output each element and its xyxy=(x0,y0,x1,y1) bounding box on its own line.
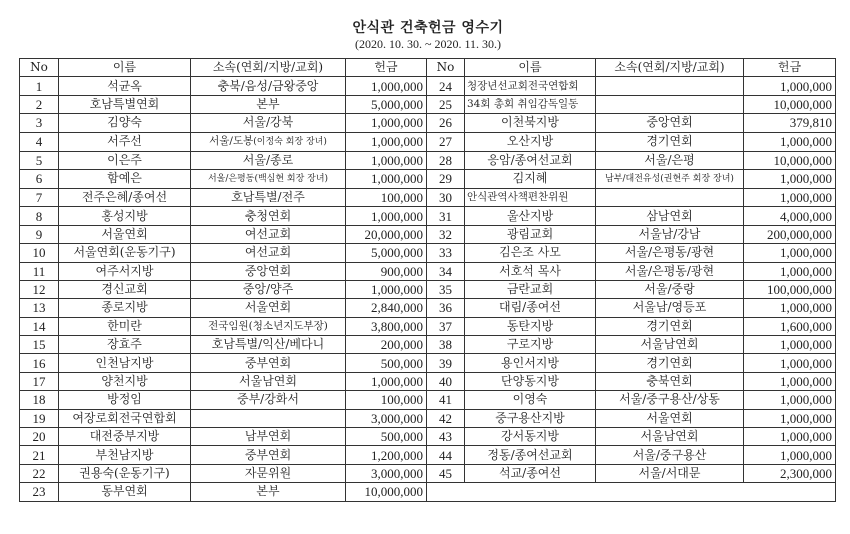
table-row xyxy=(20,280,836,298)
row-number: 36 xyxy=(427,299,465,317)
affiliation xyxy=(596,391,744,409)
row-number: 23 xyxy=(20,483,59,501)
amount: 3,000,000 xyxy=(346,464,427,482)
donor-name: 강서동지방 xyxy=(465,428,596,446)
amount: 1,000,000 xyxy=(744,244,836,262)
affiliation-text: 중부연회 xyxy=(244,447,292,462)
table-row xyxy=(20,95,836,113)
affiliation xyxy=(596,132,744,151)
affiliation xyxy=(596,95,744,113)
donor-name: 청장년선교회전국연합회 xyxy=(465,77,596,95)
table-row xyxy=(20,409,836,427)
affiliation-note: (이정숙 회장 장녀) xyxy=(253,136,327,147)
row-number: 15 xyxy=(20,336,59,354)
row-number: 39 xyxy=(427,354,465,372)
donor-name: 전주은혜/종여선 xyxy=(59,188,191,206)
donor-name: 여장로회전국연합회 xyxy=(59,409,191,427)
affiliation-text: 여선교회 xyxy=(244,226,292,241)
row-number: 27 xyxy=(427,132,465,151)
header-affiliation: 소속(연회/지방/교회) xyxy=(596,59,744,77)
row-number: 11 xyxy=(20,262,59,280)
affiliation-text: 본부 xyxy=(256,96,280,111)
amount: 1,000,000 xyxy=(744,446,836,464)
amount: 1,000,000 xyxy=(744,428,836,446)
table-row xyxy=(20,464,836,482)
amount: 1,000,000 xyxy=(744,262,836,280)
affiliation-text: 서울/은평 xyxy=(644,152,695,167)
row-number: 16 xyxy=(20,354,59,372)
table-row xyxy=(20,483,836,501)
affiliation xyxy=(596,464,744,482)
affiliation-text: 충북/음성/금왕중앙 xyxy=(217,78,319,93)
row-number: 34 xyxy=(427,262,465,280)
amount: 1,000,000 xyxy=(744,391,836,409)
donor-name: 석교/종여선 xyxy=(465,464,596,482)
affiliation-text: 서울남연회 xyxy=(640,429,699,444)
affiliation xyxy=(191,317,346,335)
affiliation xyxy=(191,132,346,151)
affiliation xyxy=(191,280,346,298)
affiliation xyxy=(191,428,346,446)
amount: 10,000,000 xyxy=(744,151,836,169)
affiliation xyxy=(596,372,744,390)
amount: 3,800,000 xyxy=(346,317,427,335)
affiliation xyxy=(191,372,346,390)
row-number: 19 xyxy=(20,409,59,427)
amount: 1,000,000 xyxy=(744,169,836,188)
affiliation-note: 남부/대전유성(권현주 회장 장녀) xyxy=(605,173,734,184)
affiliation-text: 본부 xyxy=(256,484,280,499)
donor-name: 경신교회 xyxy=(59,280,191,298)
donor-name: 용인서지방 xyxy=(465,354,596,372)
table-row xyxy=(20,446,836,464)
document-period: (2020. 10. 30. ~ 2020. 11. 30.) xyxy=(354,37,502,51)
affiliation-text: 중앙연회 xyxy=(646,115,693,130)
table-row xyxy=(20,299,836,317)
amount: 1,000,000 xyxy=(346,169,427,188)
amount: 1,000,000 xyxy=(744,409,836,427)
donor-name: 서주선 xyxy=(59,132,191,151)
affiliation-text: 경기연회 xyxy=(646,318,693,333)
table-row xyxy=(20,244,836,262)
amount: 5,000,000 xyxy=(346,244,427,262)
row-number: 35 xyxy=(427,280,465,298)
affiliation xyxy=(191,244,346,262)
row-number: 26 xyxy=(427,114,465,132)
row-number: 12 xyxy=(20,280,59,298)
amount: 1,000,000 xyxy=(744,354,836,372)
amount: 1,000,000 xyxy=(346,151,427,169)
row-number: 21 xyxy=(20,446,59,464)
amount: 1,000,000 xyxy=(346,280,427,298)
amount: 1,600,000 xyxy=(744,317,836,335)
affiliation-text: 중부연회 xyxy=(244,355,292,370)
amount: 1,000,000 xyxy=(346,207,427,225)
amount: 1,200,000 xyxy=(346,446,427,464)
row-number: 32 xyxy=(427,225,465,243)
affiliation-text: 서울/종로 xyxy=(242,152,294,167)
affiliation-text: 서울/강북 xyxy=(242,115,294,130)
affiliation xyxy=(191,151,346,169)
affiliation-text: 서울/중랑 xyxy=(644,282,695,297)
table-row xyxy=(20,132,836,151)
amount: 1,000,000 xyxy=(744,299,836,317)
row-number: 1 xyxy=(20,77,59,95)
affiliation xyxy=(191,262,346,280)
affiliation-text: 서울남/영등포 xyxy=(632,300,707,315)
affiliation-text: 서울남연회 xyxy=(640,337,699,352)
affiliation-text: 호남특별/익산/베다니 xyxy=(211,337,325,352)
amount: 5,000,000 xyxy=(346,95,427,113)
affiliation xyxy=(596,299,744,317)
amount: 900,000 xyxy=(346,262,427,280)
donor-name: 김지혜 xyxy=(465,169,596,188)
amount: 100,000,000 xyxy=(744,280,836,298)
donor-name: 함예은 xyxy=(59,169,191,188)
donor-name: 서호석 목사 xyxy=(465,262,596,280)
row-number: 24 xyxy=(427,77,465,95)
amount: 379,810 xyxy=(744,114,836,132)
donor-name: 장효주 xyxy=(59,336,191,354)
row-number: 20 xyxy=(20,428,59,446)
table-row xyxy=(20,317,836,335)
donor-name: 안식관역사책편찬위원 xyxy=(465,188,596,206)
affiliation-text: 여선교회 xyxy=(244,245,292,260)
amount: 200,000 xyxy=(346,336,427,354)
row-number: 22 xyxy=(20,464,59,482)
table-row xyxy=(20,225,836,243)
affiliation xyxy=(596,188,744,206)
amount: 1,000,000 xyxy=(346,114,427,132)
affiliation-text: 중앙연회 xyxy=(244,263,292,278)
table-row xyxy=(20,391,836,409)
donor-name: 구로지방 xyxy=(465,336,596,354)
donor-name: 서울연회(운동기구) xyxy=(59,244,191,262)
affiliation xyxy=(191,77,346,95)
affiliation xyxy=(596,169,744,188)
affiliation xyxy=(191,299,346,317)
affiliation xyxy=(191,95,346,113)
affiliation-text: 중부/강화서 xyxy=(236,392,299,407)
affiliation xyxy=(596,262,744,280)
affiliation xyxy=(596,446,744,464)
donor-name: 홍성지방 xyxy=(59,207,191,225)
affiliation xyxy=(596,336,744,354)
donor-name: 광림교회 xyxy=(465,225,596,243)
affiliation xyxy=(191,446,346,464)
affiliation xyxy=(191,225,346,243)
affiliation-text: 서울연회 xyxy=(244,300,292,315)
affiliation xyxy=(596,280,744,298)
row-number: 17 xyxy=(20,372,59,390)
affiliation xyxy=(191,409,346,427)
donor-name: 여주서지방 xyxy=(59,262,191,280)
table-row xyxy=(20,151,836,169)
header-name: 이름 xyxy=(465,59,596,77)
donor-name: 양천지방 xyxy=(59,372,191,390)
affiliation xyxy=(191,464,346,482)
donor-name: 단양동지방 xyxy=(465,372,596,390)
row-number: 2 xyxy=(20,95,59,113)
amount: 500,000 xyxy=(346,428,427,446)
affiliation-text: 충청연회 xyxy=(244,208,292,223)
document-title: 안식관 건축헌금 영수기 xyxy=(352,20,504,36)
table-row xyxy=(20,169,836,188)
donor-name: 한미란 xyxy=(59,317,191,335)
affiliation-text: 충북연회 xyxy=(646,374,693,389)
donor-name: 대림/종여선 xyxy=(465,299,596,317)
row-number: 28 xyxy=(427,151,465,169)
affiliation xyxy=(191,207,346,225)
donor-name: 이은주 xyxy=(59,151,191,169)
table-row xyxy=(20,262,836,280)
affiliation-text: 삼남연회 xyxy=(646,208,693,223)
amount: 10,000,000 xyxy=(346,483,427,501)
amount: 1,000,000 xyxy=(346,372,427,390)
donor-name: 종로지방 xyxy=(59,299,191,317)
header-amount: 헌금 xyxy=(744,59,836,77)
affiliation-text: 서울/은평동/광현 xyxy=(624,263,715,278)
donor-name: 서울연회 xyxy=(59,225,191,243)
row-number: 44 xyxy=(427,446,465,464)
amount: 1,000,000 xyxy=(744,77,836,95)
row-number: 13 xyxy=(20,299,59,317)
affiliation xyxy=(596,151,744,169)
affiliation xyxy=(596,77,744,95)
row-number: 7 xyxy=(20,188,59,206)
amount: 2,300,000 xyxy=(744,464,836,482)
affiliation-text: 서울남/강남 xyxy=(638,226,701,241)
donor-name: 인천남지방 xyxy=(59,354,191,372)
row-number: 42 xyxy=(427,409,465,427)
table-row xyxy=(20,336,836,354)
row-number: 9 xyxy=(20,225,59,243)
row-number: 33 xyxy=(427,244,465,262)
table-row xyxy=(20,428,836,446)
header-name: 이름 xyxy=(59,59,191,77)
donor-name: 권용숙(운동기구) xyxy=(59,464,191,482)
affiliation xyxy=(596,207,744,225)
row-number: 45 xyxy=(427,464,465,482)
amount: 1,000,000 xyxy=(744,188,836,206)
donor-name: 이천북지방 xyxy=(465,114,596,132)
amount: 200,000,000 xyxy=(744,225,836,243)
affiliation xyxy=(596,317,744,335)
affiliation-text: 서울/은평동/광현 xyxy=(624,245,715,260)
donor-name: 응암/종여선교회 xyxy=(465,151,596,169)
affiliation-text: 경기연회 xyxy=(646,355,693,370)
affiliation-text: 호남특별/전주 xyxy=(231,190,305,205)
amount: 10,000,000 xyxy=(744,95,836,113)
amount: 2,840,000 xyxy=(346,299,427,317)
amount: 4,000,000 xyxy=(744,207,836,225)
table-row xyxy=(20,188,836,206)
row-number: 3 xyxy=(20,114,59,132)
row-number: 25 xyxy=(427,95,465,113)
amount: 1,000,000 xyxy=(744,132,836,151)
affiliation xyxy=(191,169,346,188)
header-no: No xyxy=(20,59,59,77)
row-number: 41 xyxy=(427,391,465,409)
row-number: 6 xyxy=(20,169,59,188)
affiliation-text: 서울연회 xyxy=(646,410,693,425)
donation-table xyxy=(19,58,836,502)
amount: 1,000,000 xyxy=(744,372,836,390)
affiliation xyxy=(191,114,346,132)
amount: 1,000,000 xyxy=(346,77,427,95)
affiliation xyxy=(596,244,744,262)
table-row xyxy=(20,77,836,95)
donor-name: 호남특별연회 xyxy=(59,95,191,113)
affiliation xyxy=(596,428,744,446)
donor-name: 방정임 xyxy=(59,391,191,409)
affiliation xyxy=(191,483,346,501)
amount: 100,000 xyxy=(346,188,427,206)
affiliation xyxy=(596,354,744,372)
row-number: 43 xyxy=(427,428,465,446)
affiliation-text: 경기연회 xyxy=(646,134,693,149)
amount: 20,000,000 xyxy=(346,225,427,243)
table-row xyxy=(20,372,836,390)
donor-name: 동부연회 xyxy=(59,483,191,501)
donor-name: 34회 총회 취임감독일동 xyxy=(465,95,596,113)
affiliation xyxy=(191,188,346,206)
empty-cell xyxy=(427,483,836,501)
affiliation xyxy=(191,336,346,354)
affiliation-text: 서울남연회 xyxy=(239,374,297,389)
donor-name: 중구용산지방 xyxy=(465,409,596,427)
row-number: 4 xyxy=(20,132,59,151)
row-number: 31 xyxy=(427,207,465,225)
amount: 1,000,000 xyxy=(346,132,427,151)
affiliation xyxy=(596,114,744,132)
affiliation xyxy=(596,409,744,427)
table-row xyxy=(20,114,836,132)
donor-name: 김양숙 xyxy=(59,114,191,132)
affiliation xyxy=(191,354,346,372)
header-amount: 헌금 xyxy=(346,59,427,77)
header-row xyxy=(20,59,836,77)
donor-name: 동탄지방 xyxy=(465,317,596,335)
affiliation-text: 서울/중구용산 xyxy=(632,447,707,462)
affiliation xyxy=(596,225,744,243)
donor-name: 정동/종여선교회 xyxy=(465,446,596,464)
amount: 1,000,000 xyxy=(744,336,836,354)
affiliation-text: 중앙/양주 xyxy=(242,282,294,297)
header-affiliation: 소속(연회/지방/교회) xyxy=(191,59,346,77)
row-number: 40 xyxy=(427,372,465,390)
donor-name: 대전중부지방 xyxy=(59,428,191,446)
donor-name: 이영숙 xyxy=(465,391,596,409)
affiliation-text: 서울/중구용산/상동 xyxy=(619,392,720,407)
row-number: 10 xyxy=(20,244,59,262)
donor-name: 석균옥 xyxy=(59,77,191,95)
affiliation xyxy=(191,391,346,409)
donor-name: 금란교회 xyxy=(465,280,596,298)
row-number: 8 xyxy=(20,207,59,225)
header-no: No xyxy=(427,59,465,77)
amount: 500,000 xyxy=(346,354,427,372)
affiliation-text: 남부연회 xyxy=(244,429,292,444)
table-row xyxy=(20,354,836,372)
row-number: 29 xyxy=(427,169,465,188)
donor-name: 울산지방 xyxy=(465,207,596,225)
donor-name: 김은조 사모 xyxy=(465,244,596,262)
donor-name: 부천남지방 xyxy=(59,446,191,464)
row-number: 37 xyxy=(427,317,465,335)
row-number: 14 xyxy=(20,317,59,335)
affiliation-note: 서울/은평동(백심현 회장 장녀) xyxy=(207,173,329,184)
row-number: 18 xyxy=(20,391,59,409)
row-number: 5 xyxy=(20,151,59,169)
affiliation-text: 서울/도봉 xyxy=(209,134,254,147)
donor-name: 오산지방 xyxy=(465,132,596,151)
row-number: 38 xyxy=(427,336,465,354)
affiliation-text: 전국임원(청소년지도부장) xyxy=(208,319,328,332)
amount: 3,000,000 xyxy=(346,409,427,427)
affiliation-text: 자문위원 xyxy=(244,466,292,480)
affiliation-text: 서울/서대문 xyxy=(638,466,701,480)
row-number: 30 xyxy=(427,188,465,206)
amount: 100,000 xyxy=(346,391,427,409)
table-row xyxy=(20,207,836,225)
